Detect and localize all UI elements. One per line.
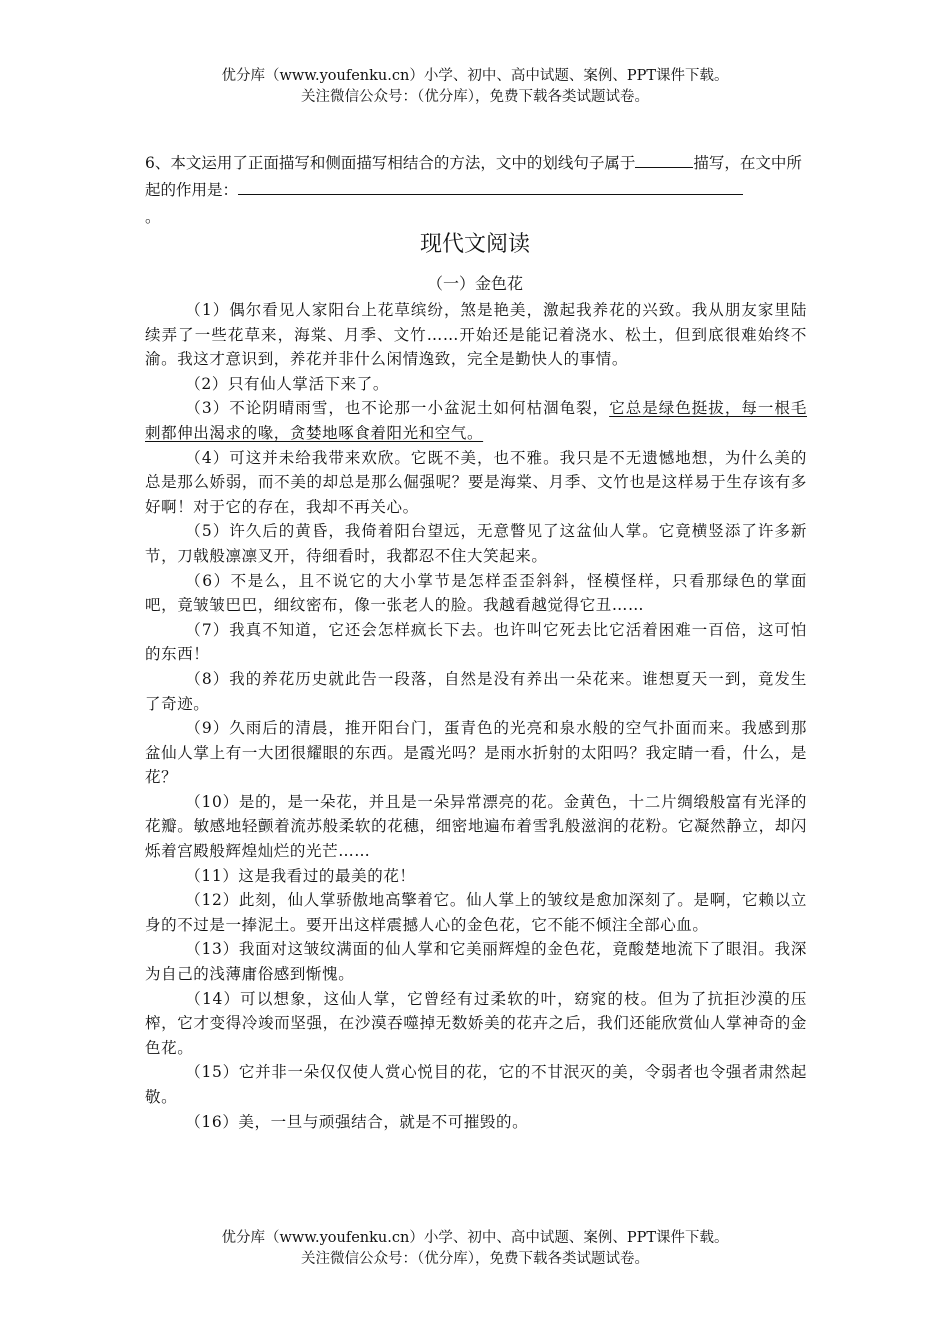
article-title: （一）金色花 <box>426 274 523 293</box>
header-line-1[interactable]: 优分库（www.youfenku.cn）小学、初中、高中试题、案例、PPT课件下载。 <box>221 68 729 84</box>
question-6 <box>145 150 815 231</box>
page-footer <box>0 1228 950 1270</box>
paragraph-2: （2）只有仙人掌活下来了。 <box>185 374 389 393</box>
answer-blank-effect[interactable] <box>238 178 743 195</box>
paragraph-3-text: （3）不论阴晴雨雪，也不论那一小盆泥土如何枯涸龟裂， <box>185 399 610 418</box>
footer-line-2: 关注微信公众号：（优分库），免费下载各类试题试卷。 <box>301 1251 649 1267</box>
question-6-text-1: 6、本文运用了正面描写和侧面描写相结合的方法，文中的划线句子属于 <box>145 154 636 172</box>
paragraph-3 <box>145 396 807 445</box>
paragraph-7: （7）我真不知道，它还会怎样疯长下去。也许叫它死去比它活着困难一百倍，这可怕的东西！ <box>145 620 807 664</box>
question-6-text-2: 描写，在文中所起的作用是： <box>145 154 802 199</box>
paragraph-16: （16）美，一旦与顽强结合，就是不可摧毁的。 <box>185 1112 529 1131</box>
article-body <box>145 298 807 1134</box>
header-line-2: 关注微信公众号：（优分库），免费下载各类试题试卷。 <box>301 89 649 105</box>
underlined-sentence: 它总是绿色挺拔，每一根毛刺都伸出渴求的喙，贪婪地啄食着阳光和空气。 <box>145 399 808 442</box>
paragraph-13: （13）我面对这皱纹满面的仙人掌和它美丽辉煌的金色花，竟酸楚地流下了眼泪。我深为自己的浅薄庸俗感到惭愧。 <box>145 940 807 984</box>
paragraph-15: （15）它并非一朵仅仅使人赏心悦目的花，它的不甘泯灭的美，令弱者也令强者肃然起敬。 <box>145 1063 807 1106</box>
paragraph-1: （1）偶尔看见人家阳台上花草缤纷，煞是艳美，激起我养花的兴致。我从朋友家里陆续弄了一些花草来，海棠、月季、文竹……开始还是能记着浇水、松土，但到底很难始终不渝。我这才意识到，养花并非什么闲情逸致，完全是勤快人的事情。 <box>145 301 807 369</box>
page-header <box>0 66 950 108</box>
paragraph-9: （9）久雨后的清晨，推开阳台门，蛋青色的光亮和泉水般的空气扑面而来。我感到那盆仙人掌上有一大团很耀眼的东西。是霞光吗？是雨水折射的太阳吗？我定睛一看，什么，是花？ <box>145 719 807 787</box>
paragraph-14: （14）可以想象，这仙人掌，它曾经有过柔软的叶，窈窕的枝。但为了抗拒沙漠的压榨，它才变得冷竣而坚强，在沙漠吞噬掉无数娇美的花卉之后，我们还能欣赏仙人掌神奇的金色花。 <box>145 989 807 1057</box>
paragraph-6: （6）不是么，且不说它的大小掌节是怎样歪歪斜斜，怪模怪样，只看那绿色的掌面吧，竟皱皱巴巴，细纹密布，像一张老人的脸。我越看越觉得它丑…… <box>145 571 807 615</box>
paragraph-8: （8）我的养花历史就此告一段落，自然是没有养出一朵花来。谁想夏天一到，竟发生了奇迹。 <box>145 669 807 713</box>
footer-line-1[interactable]: 优分库（www.youfenku.cn）小学、初中、高中试题、案例、PPT课件下载。 <box>221 1230 729 1246</box>
paragraph-11: （11）这是我看过的最美的花！ <box>185 866 416 885</box>
paragraph-4: （4）可这并未给我带来欢欣。它既不美，也不雅。我只是不无遗憾地想，为什么美的总是那么娇弱，而不美的却总是那么倔强呢？要是海棠、月季、文竹也是这样易于生存该有多好啊！对于它的存在，我却不再关心。 <box>145 448 807 516</box>
paragraph-10: （10）是的，是一朵花，并且是一朵异常漂亮的花。金黄色，十二片绸缎般富有光泽的花瓣。敏感地轻颤着流苏般柔软的花穗，细密地遍布着雪乳般滋润的花粉。它凝然静立，却闪烁着宫殿般辉煌灿烂的光芒…… <box>145 792 807 861</box>
answer-blank-type[interactable] <box>635 151 693 168</box>
section-title: 现代文阅读 <box>419 232 530 257</box>
paragraph-5: （5）许久后的黄昏，我倚着阳台望远，无意瞥见了这盆仙人掌。它竟横竖添了许多新节，刀戟般凛凛叉开，待细看时，我都忍不住大笑起来。 <box>145 522 807 565</box>
paragraph-12: （12）此刻，仙人掌骄傲地高擎着它。仙人掌上的皱纹是愈加深刻了。是啊，它赖以立身的不过是一捧泥土。要开出这样震撼人心的金色花，它不能不倾注全部心血。 <box>145 891 807 934</box>
question-6-end: 。 <box>145 208 161 226</box>
